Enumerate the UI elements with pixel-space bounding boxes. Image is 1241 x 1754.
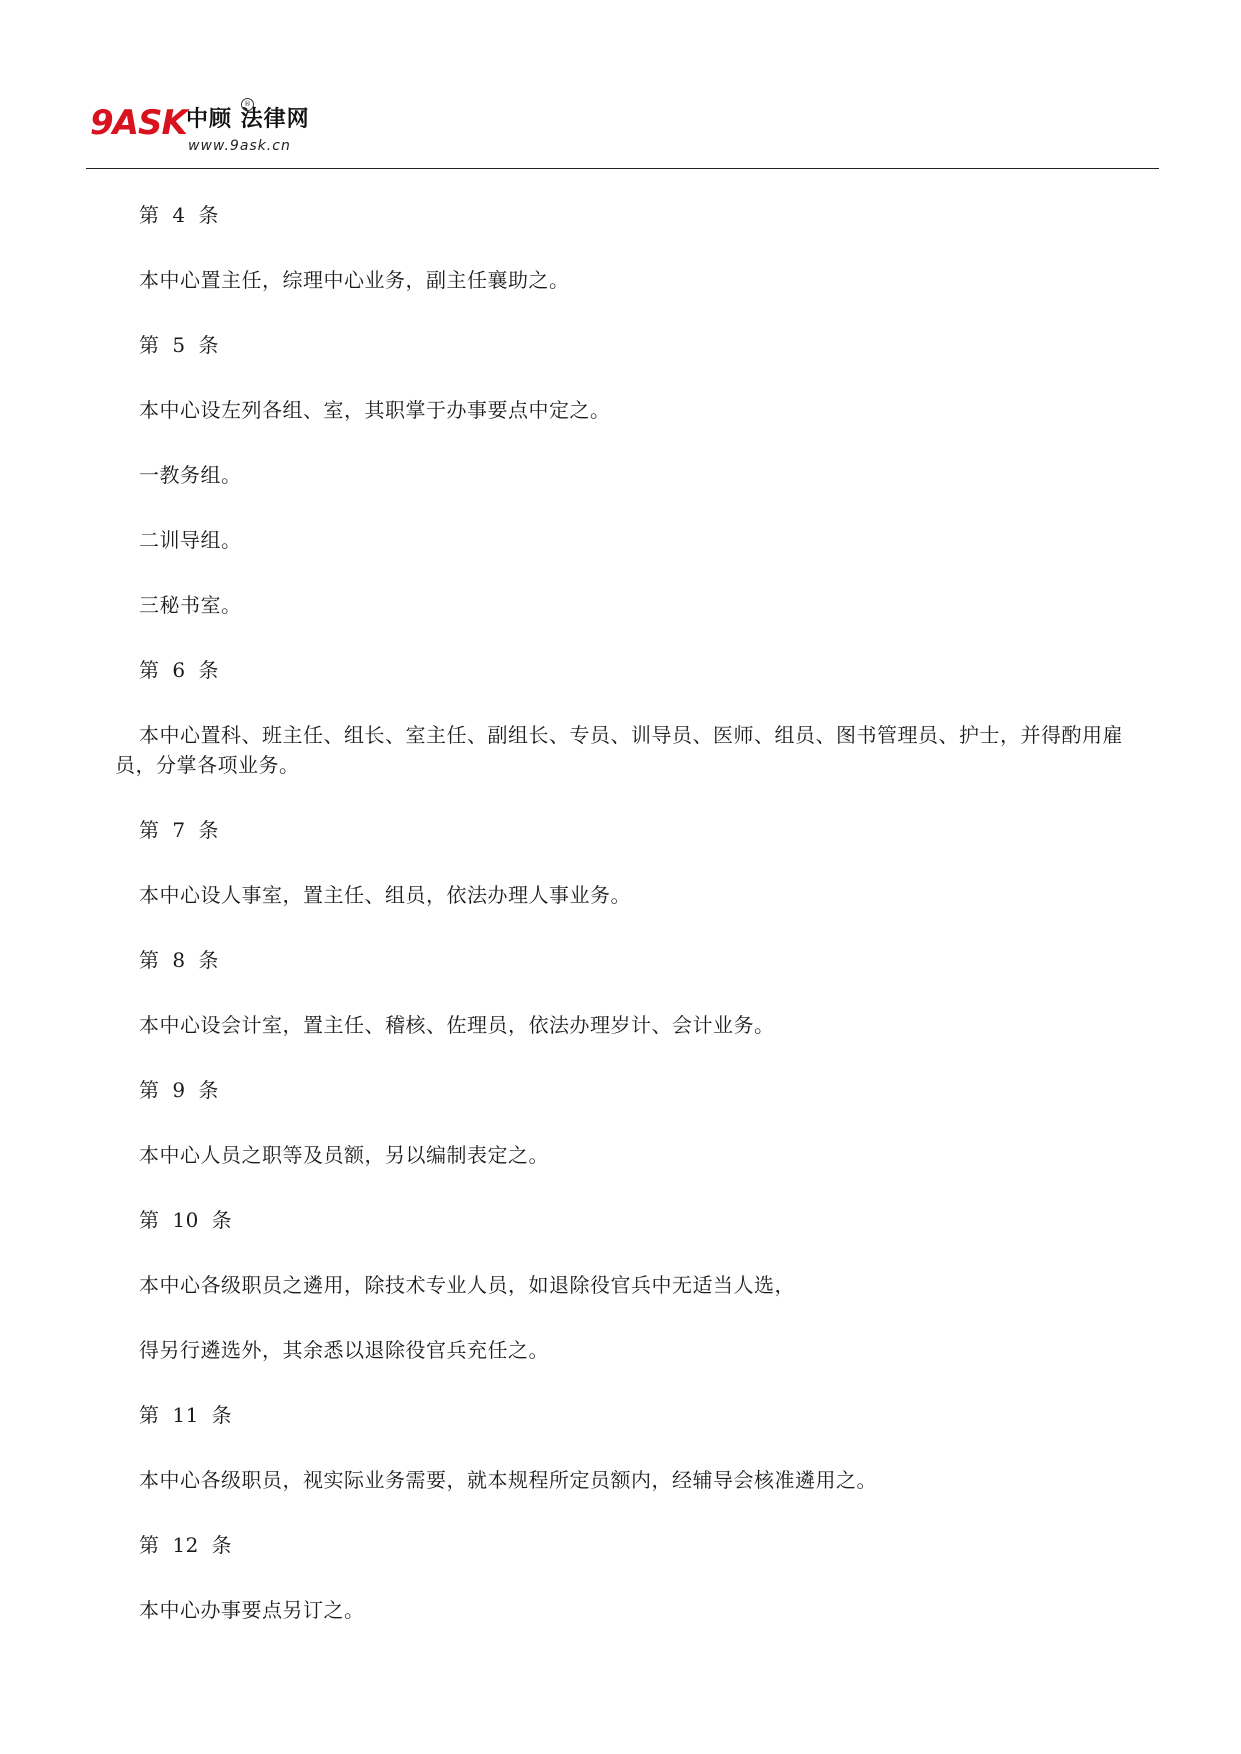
article-heading: 第 8 条 — [139, 948, 219, 972]
list-item: 一教务组。 — [139, 463, 242, 487]
logo-url[interactable]: www.9ask.cn — [188, 138, 291, 154]
list-item: 二训导组。 — [139, 528, 242, 552]
article-paragraph: 本中心各级职员之遴用，除技术专业人员，如退除役官兵中无适当人选， — [139, 1273, 795, 1297]
article-paragraph: 本中心办事要点另订之。 — [139, 1598, 365, 1622]
article-paragraph: 本中心设人事室，置主任、组员，依法办理人事业务。 — [139, 883, 631, 907]
article-paragraph: 本中心置主任，综理中心业务，副主任襄助之。 — [139, 268, 570, 292]
article-heading: 第 4 条 — [139, 203, 219, 227]
logo-9ask[interactable]: 9ASK — [90, 103, 187, 143]
article-paragraph: 本中心设左列各组、室，其职掌于办事要点中定之。 — [139, 398, 611, 422]
article-paragraph: 本中心人员之职等及员额，另以编制表定之。 — [139, 1143, 549, 1167]
article-heading: 第 10 条 — [139, 1208, 233, 1232]
article-heading: 第 9 条 — [139, 1078, 219, 1102]
article-paragraph: 本中心设会计室，置主任、稽核、佐理员，依法办理岁计、会计业务。 — [139, 1013, 775, 1037]
article-paragraph: 本中心置科、班主任、组长、室主任、副组长、专员、训导员、医师、组员、图书管理员、护士，并得酌用雇员，分掌各项业务。 — [115, 723, 1123, 777]
article-heading: 第 11 条 — [139, 1403, 233, 1427]
article-paragraph: 本中心各级职员，视实际业务需要，就本规程所定员额内，经辅导会核准遴用之。 — [139, 1468, 877, 1492]
document-body — [115, 200, 1160, 1660]
article-heading: 第 5 条 — [139, 333, 219, 357]
article-heading: 第 12 条 — [139, 1533, 233, 1557]
header-divider — [86, 168, 1159, 169]
list-item: 三秘书室。 — [139, 593, 242, 617]
article-heading: 第 6 条 — [139, 658, 219, 682]
article-heading: 第 7 条 — [139, 818, 219, 842]
logo-site-name[interactable]: 中顾 法律网 — [186, 107, 310, 132]
article-paragraph: 得另行遴选外，其余悉以退除役官兵充任之。 — [139, 1338, 549, 1362]
site-header — [86, 96, 1159, 170]
registered-mark-icon: ® — [241, 98, 254, 111]
